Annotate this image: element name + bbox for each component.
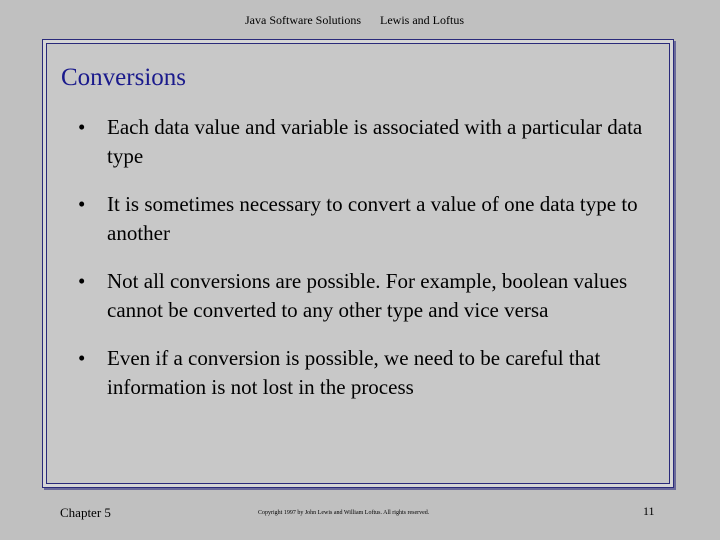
footer-chapter: Chapter 5	[60, 505, 111, 520]
book-title: Java Software Solutions	[245, 13, 361, 27]
bullet-marker: •	[78, 192, 86, 216]
authors: Lewis and Loftus	[380, 13, 464, 27]
bullet-text: Each data value and variable is associated with a particular data type	[107, 115, 643, 168]
footer-copyright: Copyright 1997 by John Lewis and William Loftus. All rights reserved.	[258, 510, 430, 516]
bullet-item	[78, 267, 658, 325]
bullet-item	[78, 344, 658, 402]
bullet-item	[78, 190, 658, 248]
bullet-marker: •	[78, 346, 86, 370]
bullet-marker: •	[78, 115, 86, 139]
slide-title: Conversions	[61, 64, 186, 91]
bullet-text: Not all conversions are possible. For example, boolean values cannot be converted to any other type and vice versa	[107, 269, 628, 322]
bullet-text: It is sometimes necessary to convert a value of one data type to another	[107, 192, 638, 245]
bullet-marker: •	[78, 269, 86, 293]
page-number: 11	[643, 504, 655, 518]
bullet-item	[78, 113, 658, 171]
bullet-list	[78, 113, 658, 421]
bullet-text: Even if a conversion is possible, we need to be careful that information is not lost in the process	[107, 346, 601, 399]
